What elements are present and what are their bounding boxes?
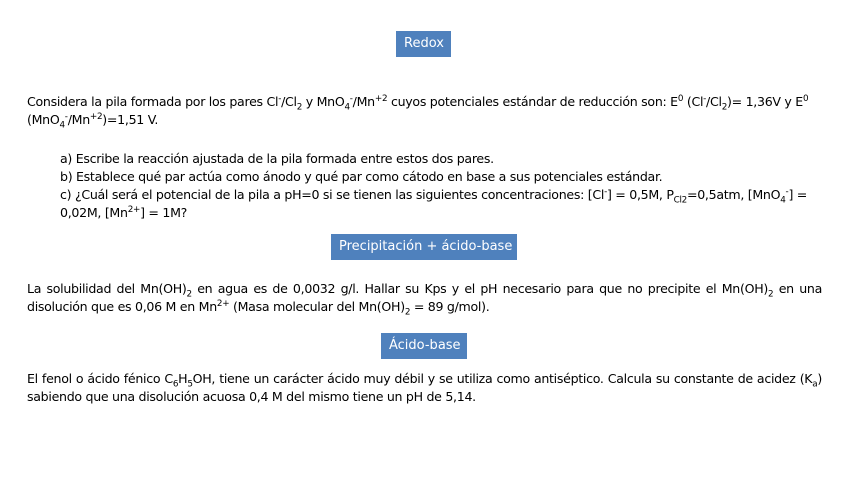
redox-item-a: a) Escribe la reacción ajustada de la pila formada entre estos dos pares. bbox=[60, 151, 494, 166]
section-title-precipitation: Precipitación + ácido-base bbox=[331, 234, 517, 260]
precipitation-paragraph: La solubilidad del $Mn(OH)_2$ en agua es de 0,0032 g/l. Hallar su Kps y el pH necesario para que no precipite el $Mn(OH)_2$ en una disolución que es 0,06 M en $Mn^{2+}$ (Masa molecular del $Mn(OH)_2 = 89$ g/mol). bbox=[27, 281, 822, 318]
acid-base-paragraph: El fenol o ácido fénico $C_6H_5OH$, tiene un carácter ácido muy débil y se utiliza como antiséptico. Calcula su constante de acidez $(K_a)$ sabiendo que una disolución acuosa 0,4 M del mismo tiene un pH de 5,14. bbox=[27, 371, 822, 404]
redox-intro-paragraph: Considera la pila formada por los pares $Cl^-/Cl_2$ y $MnO_4^-/Mn^{+2}$ cuyos potenciales estándar de reducción son: $E^0$ $(Cl^-/Cl_2)= 1,36V$ y $E^0$ $(MnO_4^-/Mn^{+2})=1,51$ V. bbox=[27, 93, 809, 131]
redox-item-c: c) ¿Cuál será el potencial de la pila a pH=0 si se tienen las siguientes concentraciones: [Cl-] = 0,5M, $P_{Cl2}=0,5atm$, [MnO$_4$-] = 0,02M, $[Mn^{2+}] = 1M$? bbox=[60, 186, 808, 220]
section-title-redox: Redox bbox=[396, 31, 451, 57]
redox-question-list bbox=[60, 150, 830, 222]
redox-item-b: b) Establece qué par actúa como ánodo y qué par como cátodo en base a sus potenciales estándar. bbox=[60, 169, 663, 184]
section-title-acid-base: Ácido-base bbox=[381, 333, 467, 359]
